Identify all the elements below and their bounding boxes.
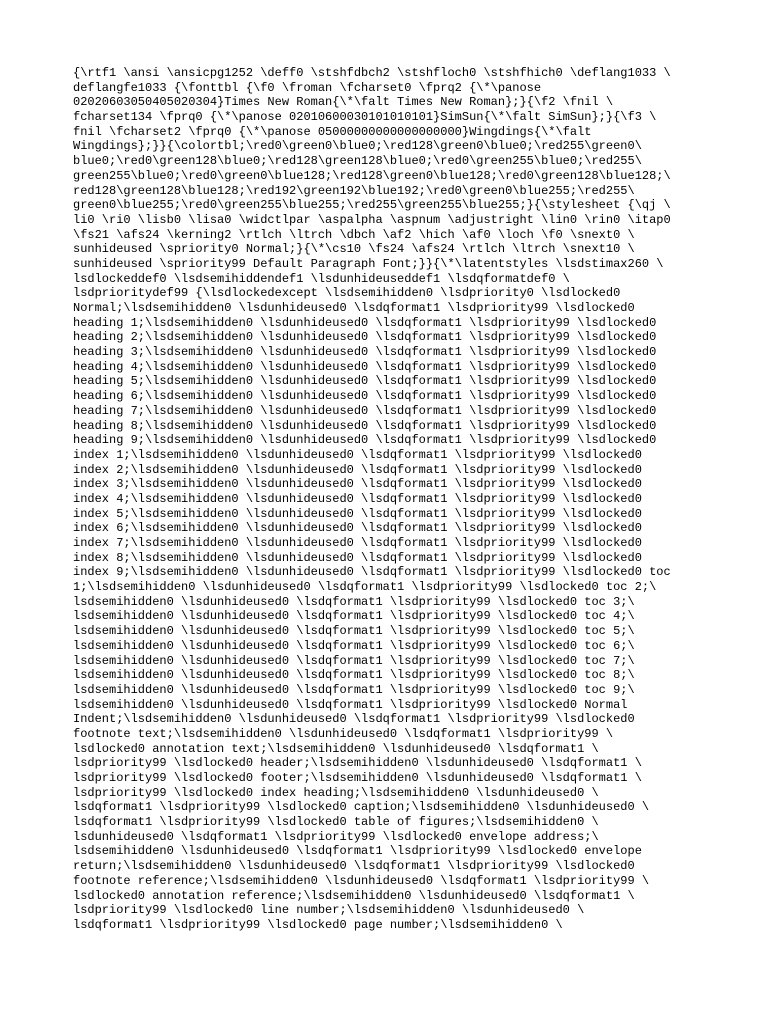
text-line: {\rtf1 \ansi \ansicpg1252 \deff0 \stshfdbch2 \stshfloch0 \stshfhich0 \deflang1033 \ xyxy=(73,66,671,80)
text-line: index 9;\lsdsemihidden0 \lsdunhideused0 \lsdqformat1 \lsdpriority99 \lsdlocked0 toc xyxy=(73,565,671,580)
text-line: green0\blue255;\red0\green255\blue255;\red255\green255\blue255;}{\stylesheet {\qj \ xyxy=(73,198,671,213)
text-line: heading 2;\lsdsemihidden0 \lsdunhideused0 \lsdqformat1 \lsdpriority99 \lsdlocked0 xyxy=(73,330,657,345)
text-line: lsdpriority99 \lsdlocked0 line number;\lsdsemihidden0 \lsdunhideused0 \ xyxy=(73,903,585,918)
text-line: index 7;\lsdsemihidden0 \lsdunhideused0 \lsdqformat1 \lsdpriority99 \lsdlocked0 xyxy=(73,536,642,550)
text-line: lsdsemihidden0 \lsdunhideused0 \lsdqformat1 \lsdpriority99 \lsdlocked0 toc 5;\ xyxy=(73,624,635,639)
text-line: lsdpriority99 \lsdlocked0 footer;\lsdsemihidden0 \lsdunhideused0 \lsdqformat1 \ xyxy=(73,771,642,785)
text-line: Indent;\lsdsemihidden0 \lsdunhideused0 \lsdqformat1 \lsdpriority99 \lsdlocked0 xyxy=(73,712,635,727)
text-line: red128\green128\blue128;\red192\green192\blue192;\red0\green0\blue255;\red255\ xyxy=(73,183,635,198)
text-line: li0 \ri0 \lisb0 \lisa0 \widctlpar \aspalpha \aspnum \adjustright \lin0 \rin0 \itap0 xyxy=(73,212,671,227)
text-line: index 6;\lsdsemihidden0 \lsdunhideused0 \lsdqformat1 \lsdpriority99 \lsdlocked0 xyxy=(73,521,642,536)
text-line: lsdqformat1 \lsdpriority99 \lsdlocked0 page number;\lsdsemihidden0 \ xyxy=(73,917,563,932)
text-line: footnote text;\lsdsemihidden0 \lsdunhideused0 \lsdqformat1 \lsdpriority99 \ xyxy=(73,726,614,741)
text-line: Wingdings};}}{\colortbl;\red0\green0\blue0;\red128\green0\blue0;\red255\green0\ xyxy=(73,139,642,154)
text-line: heading 1;\lsdsemihidden0 \lsdunhideused0 \lsdqformat1 \lsdpriority99 \lsdlocked0 xyxy=(73,315,657,330)
text-line: lsdqformat1 \lsdpriority99 \lsdlocked0 caption;\lsdsemihidden0 \lsdunhideused0 \ xyxy=(73,800,650,815)
rtf-source-text xyxy=(73,66,713,933)
text-line: 02020603050405020304}Times New Roman{\*\falt Times New Roman};}{\f2 \fnil \ xyxy=(73,95,614,110)
text-line: index 5;\lsdsemihidden0 \lsdunhideused0 \lsdqformat1 \lsdpriority99 \lsdlocked0 xyxy=(73,506,642,521)
text-line: deflangfe1033 {\fonttbl {\f0 \froman \fcharset0 \fprq2 {\*\panose xyxy=(73,80,542,95)
text-line: heading 3;\lsdsemihidden0 \lsdunhideused0 \lsdqformat1 \lsdpriority99 \lsdlocked0 xyxy=(73,345,657,360)
text-line: lsdsemihidden0 \lsdunhideused0 \lsdqformat1 \lsdpriority99 \lsdlocked0 envelope xyxy=(73,844,642,859)
text-line: lsdsemihidden0 \lsdunhideused0 \lsdqformat1 \lsdpriority99 \lsdlocked0 toc 7;\ xyxy=(73,653,635,668)
text-line: sunhideused \spriority99 Default Paragraph Font;}}{\*\latentstyles \lsdstimax260 \ xyxy=(73,256,664,271)
text-line: lsdunhideused0 \lsdqformat1 \lsdpriority99 \lsdlocked0 envelope address;\ xyxy=(73,829,599,844)
text-line: lsdsemihidden0 \lsdunhideused0 \lsdqformat1 \lsdpriority99 \lsdlocked0 toc 6;\ xyxy=(73,638,635,653)
text-line: heading 8;\lsdsemihidden0 \lsdunhideused0 \lsdqformat1 \lsdpriority99 \lsdlocked0 xyxy=(73,418,657,433)
text-line: lsdsemihidden0 \lsdunhideused0 \lsdqformat1 \lsdpriority99 \lsdlocked0 toc 3;\ xyxy=(73,594,635,609)
text-line: \fs21 \afs24 \kerning2 \rtlch \ltrch \dbch \af2 \hich \af0 \loch \f0 \snext0 \ xyxy=(73,227,635,242)
text-line: sunhideused \spriority0 Normal;}{\*\cs10 \fs24 \afs24 \rtlch \ltrch \snext10 \ xyxy=(73,242,635,257)
text-line: lsdlocked0 annotation reference;\lsdsemihidden0 \lsdunhideused0 \lsdqformat1 \ xyxy=(73,888,635,903)
text-line: blue0;\red0\green128\blue0;\red128\green128\blue0;\red0\green255\blue0;\red255\ xyxy=(73,154,642,169)
text-line: fnil \fcharset2 \fprq0 {\*\panose 05000000000000000000}Wingdings{\*\falt xyxy=(73,124,592,139)
text-line: Normal;\lsdsemihidden0 \lsdunhideused0 \lsdqformat1 \lsdpriority99 \lsdlocked0 xyxy=(73,301,635,315)
text-line: lsdpriority99 \lsdlocked0 header;\lsdsemihidden0 \lsdunhideused0 \lsdqformat1 \ xyxy=(73,756,642,771)
text-line: index 4;\lsdsemihidden0 \lsdunhideused0 \lsdqformat1 \lsdpriority99 \lsdlocked0 xyxy=(73,491,642,506)
text-line: lsdqformat1 \lsdpriority99 \lsdlocked0 table of figures;\lsdsemihidden0 \ xyxy=(73,815,599,830)
text-line: index 1;\lsdsemihidden0 \lsdunhideused0 \lsdqformat1 \lsdpriority99 \lsdlocked0 xyxy=(73,447,642,462)
text-line: lsdsemihidden0 \lsdunhideused0 \lsdqformat1 \lsdpriority99 \lsdlocked0 toc 8;\ xyxy=(73,668,635,683)
text-line: lsdsemihidden0 \lsdunhideused0 \lsdqformat1 \lsdpriority99 \lsdlocked0 toc 4;\ xyxy=(73,609,635,624)
text-line: lsdsemihidden0 \lsdunhideused0 \lsdqformat1 \lsdpriority99 \lsdlocked0 Normal xyxy=(73,697,628,712)
text-line: fcharset134 \fprq0 {\*\panose 02010600030101010101}SimSun{\*\falt SimSun};}{\f3 \ xyxy=(73,110,657,125)
text-line: lsdprioritydef99 {\lsdlockedexcept \lsdsemihidden0 \lsdpriority0 \lsdlocked0 xyxy=(73,286,621,301)
text-line: lsdlockeddef0 \lsdsemihiddendef1 \lsdunhideuseddef1 \lsdqformatdef0 \ xyxy=(73,271,570,286)
text-line: footnote reference;\lsdsemihidden0 \lsdunhideused0 \lsdqformat1 \lsdpriority99 \ xyxy=(73,873,650,888)
text-line: 1;\lsdsemihidden0 \lsdunhideused0 \lsdqformat1 \lsdpriority99 \lsdlocked0 toc 2;\ xyxy=(73,580,657,595)
text-line: heading 7;\lsdsemihidden0 \lsdunhideused0 \lsdqformat1 \lsdpriority99 \lsdlocked0 xyxy=(73,403,657,418)
text-line: heading 5;\lsdsemihidden0 \lsdunhideused0 \lsdqformat1 \lsdpriority99 \lsdlocked0 xyxy=(73,374,657,389)
text-line: lsdlocked0 annotation text;\lsdsemihidden0 \lsdunhideused0 \lsdqformat1 \ xyxy=(73,741,599,756)
text-line: lsdsemihidden0 \lsdunhideused0 \lsdqformat1 \lsdpriority99 \lsdlocked0 toc 9;\ xyxy=(73,682,635,697)
text-line: index 8;\lsdsemihidden0 \lsdunhideused0 \lsdqformat1 \lsdpriority99 \lsdlocked0 xyxy=(73,550,642,565)
text-line: lsdpriority99 \lsdlocked0 index heading;\lsdsemihidden0 \lsdunhideused0 \ xyxy=(73,785,599,800)
text-line: index 2;\lsdsemihidden0 \lsdunhideused0 \lsdqformat1 \lsdpriority99 \lsdlocked0 xyxy=(73,462,642,477)
text-line: heading 6;\lsdsemihidden0 \lsdunhideused0 \lsdqformat1 \lsdpriority99 \lsdlocked0 xyxy=(73,389,657,404)
text-line: heading 9;\lsdsemihidden0 \lsdunhideused0 \lsdqformat1 \lsdpriority99 \lsdlocked0 xyxy=(73,433,657,448)
text-line: green255\blue0;\red0\green0\blue128;\red128\green0\blue128;\red0\green128\blue128;\ xyxy=(73,168,671,183)
text-line: return;\lsdsemihidden0 \lsdunhideused0 \lsdqformat1 \lsdpriority99 \lsdlocked0 xyxy=(73,859,635,874)
text-line: heading 4;\lsdsemihidden0 \lsdunhideused0 \lsdqformat1 \lsdpriority99 \lsdlocked0 xyxy=(73,359,657,374)
text-line: index 3;\lsdsemihidden0 \lsdunhideused0 \lsdqformat1 \lsdpriority99 \lsdlocked0 xyxy=(73,477,642,492)
